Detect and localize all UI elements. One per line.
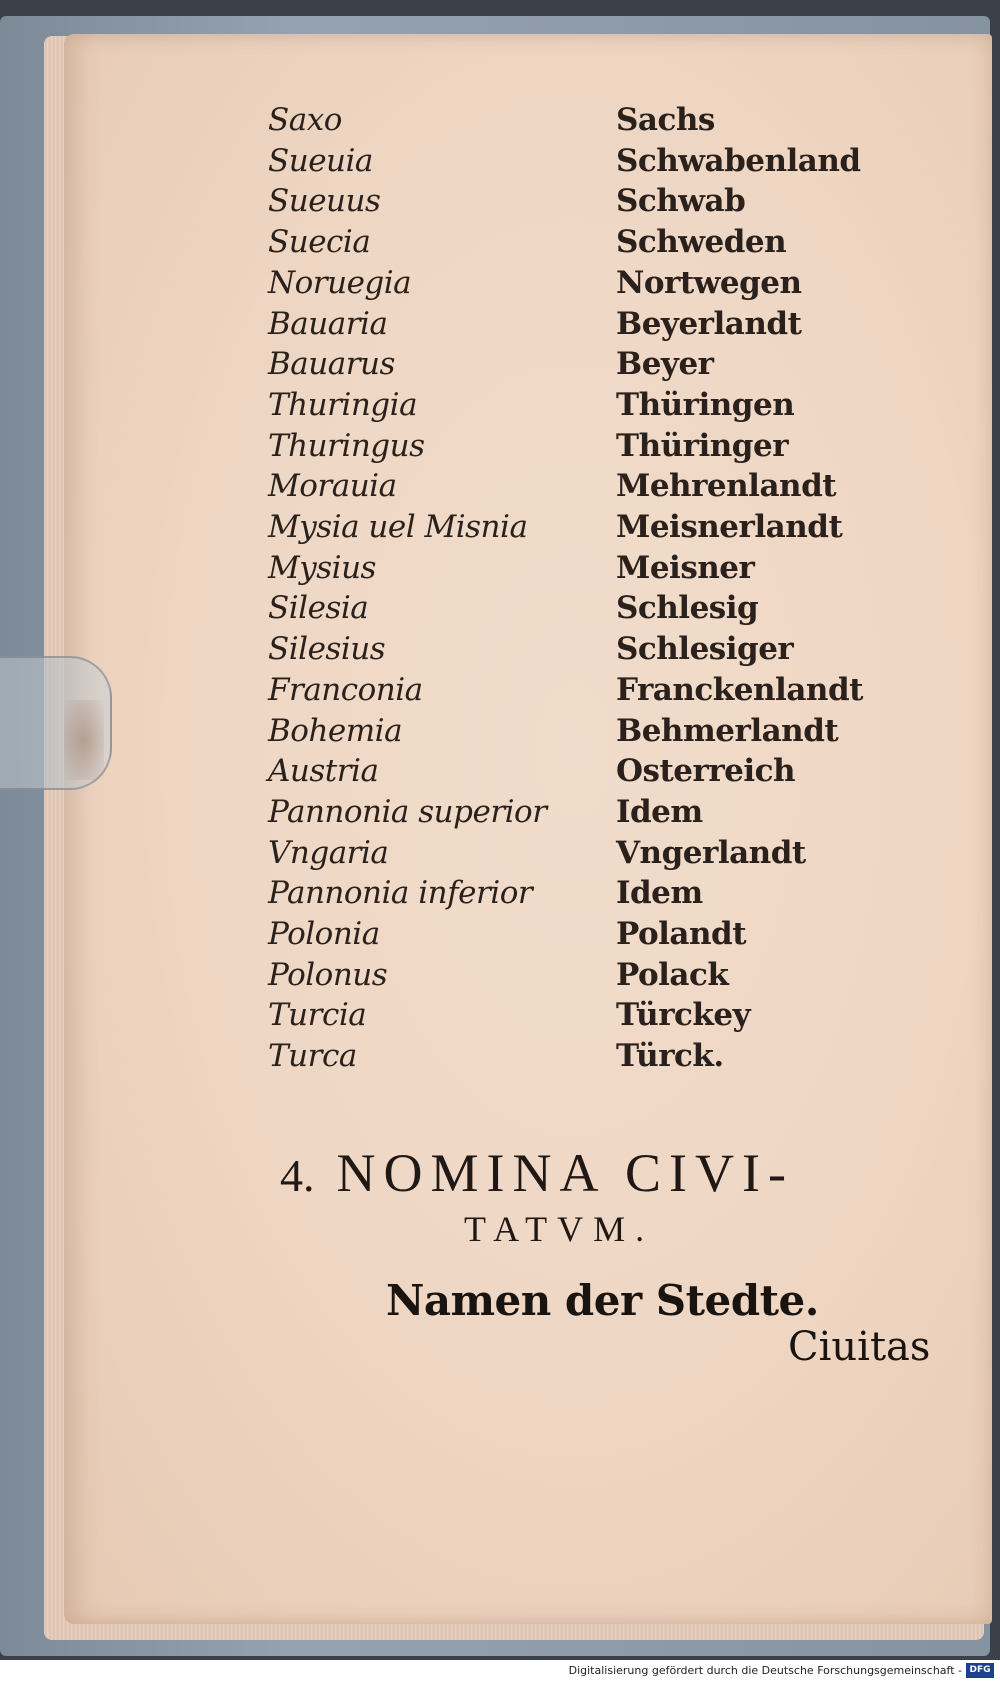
german-term: Schwabenland [616, 142, 861, 179]
german-term: Schlesiger [616, 631, 794, 668]
german-term: Mehrenlandt [616, 468, 837, 505]
latin-term: Thuringia [268, 386, 418, 423]
list-item [0, 711, 1000, 751]
german-term: Osterreich [616, 753, 796, 790]
latin-term: Pannonia superior [268, 793, 547, 830]
german-term: Türckey [616, 997, 751, 1034]
german-term: Schlesig [616, 590, 759, 627]
list-item [0, 141, 1000, 181]
latin-term: Suecia [268, 224, 371, 261]
dfg-logo: DFG [966, 1663, 994, 1678]
list-item [0, 466, 1000, 506]
latin-term: Polonia [268, 916, 380, 952]
latin-term: Mysius [268, 549, 376, 586]
section-title-line2: TATVM. [464, 1209, 655, 1249]
latin-term: Bauarus [268, 346, 395, 383]
list-item [0, 304, 1000, 344]
list-item [0, 222, 1000, 262]
german-term: Beyerlandt [616, 305, 802, 342]
german-term: Vngerlandt [616, 834, 806, 871]
latin-term: Sueuus [268, 183, 381, 220]
section-subtitle: Namen der Stedte. [386, 1276, 819, 1325]
latin-term: Bohemia [268, 712, 403, 749]
latin-term: Polonus [268, 956, 388, 993]
latin-term: Sueuia [268, 142, 373, 179]
german-term: Idem [616, 793, 703, 830]
german-term: Beyer [616, 346, 714, 383]
german-term: Schwab [616, 183, 746, 220]
latin-term: Mysia uel Misnia [268, 509, 528, 545]
list-item [0, 588, 1000, 628]
list-item [0, 385, 1000, 425]
latin-term: Noruegia [268, 264, 412, 301]
german-term: Nortwegen [616, 264, 802, 301]
german-term: Thüringer [616, 427, 789, 464]
latin-term: Morauia [268, 468, 397, 505]
list-item [0, 629, 1000, 669]
list-item [0, 548, 1000, 588]
list-item [0, 507, 1000, 547]
list-item [0, 426, 1000, 466]
latin-term: Austria [268, 753, 379, 790]
list-item [0, 263, 1000, 303]
latin-term: Saxo [268, 102, 342, 138]
latin-term: Turca [268, 1038, 357, 1075]
list-item [0, 995, 1000, 1035]
footer-credit: Digitalisierung gefördert durch die Deutsche Forschungsgemeinschaft - [568, 1664, 962, 1677]
german-term: Polandt [616, 916, 747, 952]
latin-term: Pannonia inferior [268, 875, 533, 912]
section-number: 4. [280, 1150, 315, 1201]
german-term: Behmerlandt [616, 712, 839, 749]
list-item [0, 833, 1000, 873]
section-title-line1: NOMINA CIVI- [336, 1143, 794, 1203]
list-item [0, 914, 1000, 954]
latin-term: Silesius [268, 631, 386, 668]
list-item [0, 751, 1000, 791]
list-item [0, 181, 1000, 221]
german-term: Polack [616, 956, 729, 993]
german-term: Idem [616, 875, 703, 912]
german-term: Franckenlandt [616, 671, 863, 708]
latin-term: Thuringus [268, 427, 425, 464]
german-term: Schweden [616, 224, 787, 261]
latin-term: Silesia [268, 590, 369, 627]
footer-bar [0, 1660, 1000, 1683]
german-term: Sachs [616, 102, 715, 138]
list-item [0, 670, 1000, 710]
section-heading [280, 1142, 920, 1204]
list-item [0, 873, 1000, 913]
german-term: Türck. [616, 1038, 724, 1075]
list-item [0, 100, 1000, 140]
german-term: Meisner [616, 549, 755, 586]
list-item [0, 792, 1000, 832]
catchword: Ciuitas [788, 1324, 931, 1370]
latin-term: Vngaria [268, 834, 389, 871]
latin-term: Turcia [268, 997, 367, 1034]
list-item [0, 1036, 1000, 1076]
latin-term: Bauaria [268, 305, 388, 342]
list-item [0, 955, 1000, 995]
latin-term: Franconia [268, 671, 423, 708]
german-term: Thüringen [616, 386, 795, 423]
list-item [0, 344, 1000, 384]
german-term: Meisnerlandt [616, 509, 843, 545]
